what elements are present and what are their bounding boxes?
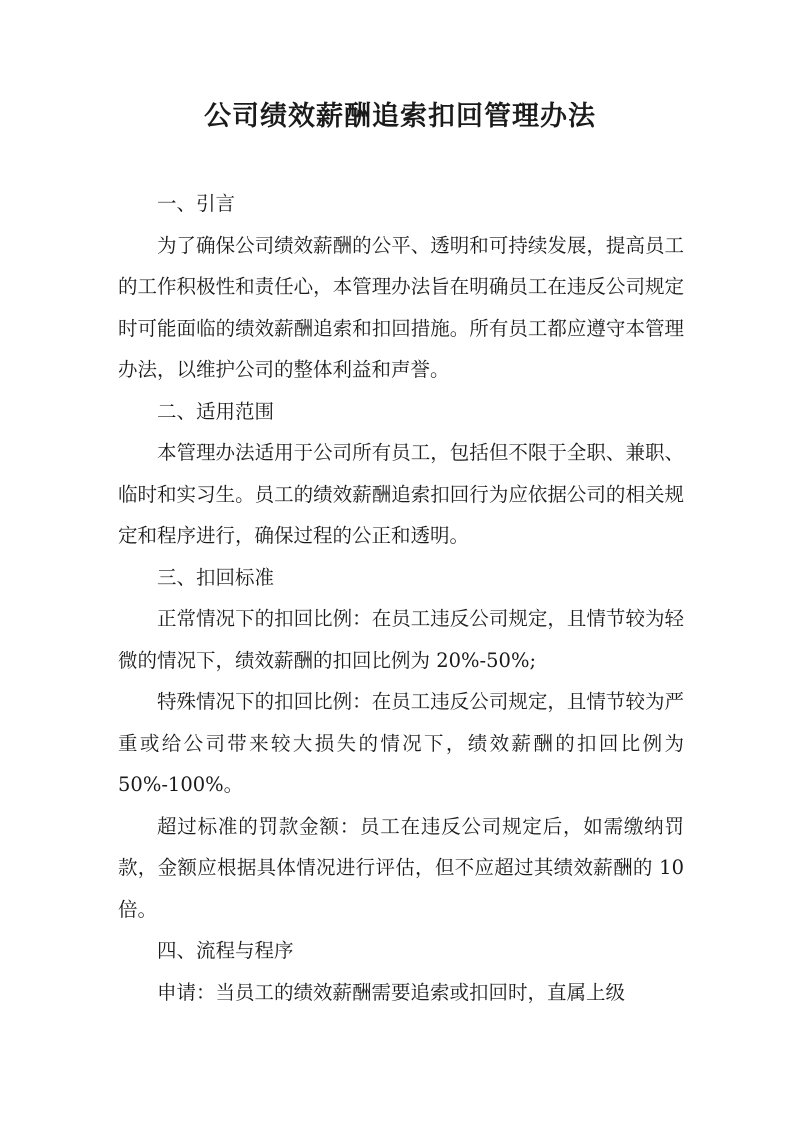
paragraph-fine-limit: 超过标准的罚款金额：员工在违反公司规定后，如需缴纳罚款，金额应根据具体情况进行评估，但不应超过其绩效薪酬的 10 倍。 [118,814,684,921]
paragraph-normal-ratio: 正常情况下的扣回比例：在员工违反公司规定，且情节较为轻微的情况下，绩效薪酬的扣回比例为 20%-50%; [118,607,684,672]
paragraph-application: 申请：当员工的绩效薪酬需要追索或扣回时，直属上级 [157,980,626,1004]
section-heading-introduction: 一、引言 [157,192,236,215]
paragraph-scope: 本管理办法适用于公司所有员工，包括但不限于全职、兼职、临时和实习生。员工的绩效薪酬追索扣回行为应依据公司的相关规定和程序进行，确保过程的公正和透明。 [118,441,684,547]
section-heading-scope: 二、适用范围 [157,399,275,423]
document-title: 公司绩效薪酬追索扣回管理办法 [204,101,596,132]
section-heading-standards: 三、扣回标准 [157,565,275,589]
document-body [118,183,684,1013]
paragraph-special-ratio: 特殊情况下的扣回比例：在员工违反公司规定，且情节较为严重或给公司带来较大损失的情况下，绩效薪酬的扣回比例为 50%-100%。 [118,690,684,796]
paragraph-introduction: 为了确保公司绩效薪酬的公平、透明和可持续发展，提高员工的工作积极性和责任心，本管理办法旨在明确员工在违反公司规定时可能面临的绩效薪酬追索和扣回措施。所有员工都应遵守本管理办法，以维护公司的整体利益和声誉。 [118,233,684,381]
section-heading-procedure: 四、流程与程序 [157,939,294,962]
